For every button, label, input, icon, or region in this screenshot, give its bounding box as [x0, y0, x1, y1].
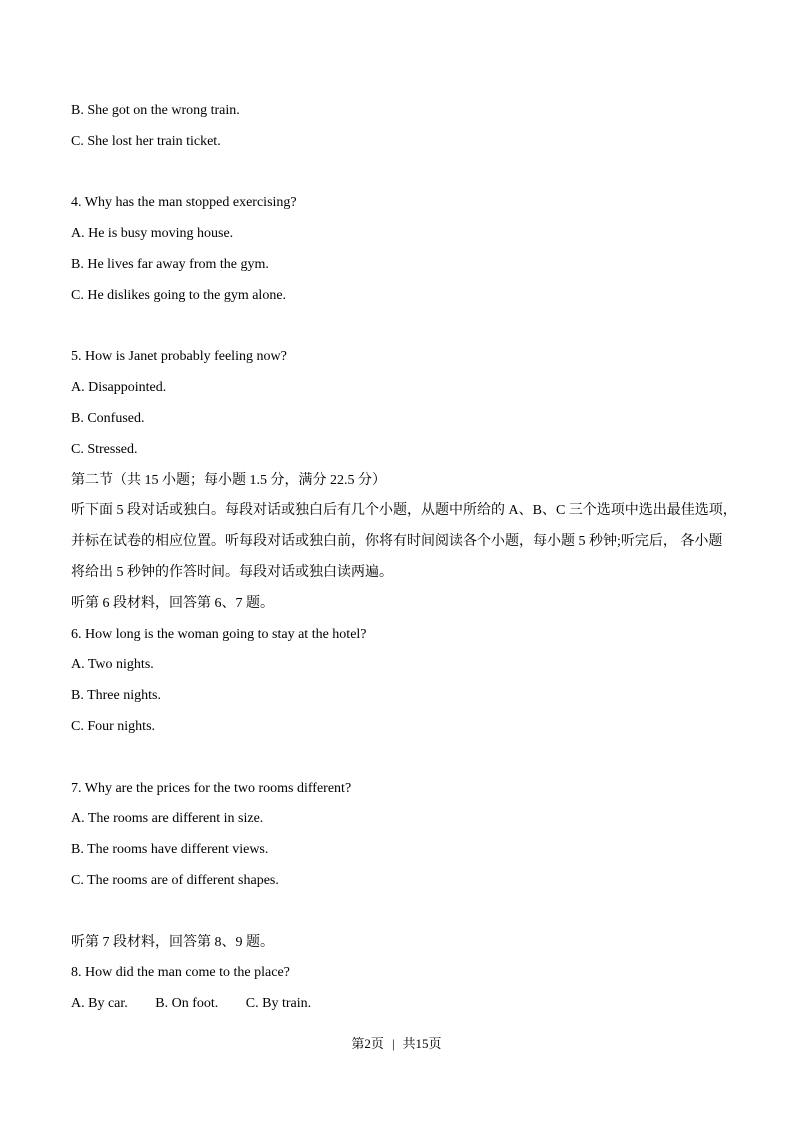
footer-separator: |: [391, 1036, 395, 1051]
q7-option-a: A. The rooms are different in size.: [71, 811, 264, 827]
q4-option-a: A. He is busy moving house.: [71, 226, 234, 242]
spacer: [71, 158, 724, 189]
q7-option-c: C. The rooms are of different shapes.: [71, 872, 279, 888]
spacer: [71, 743, 724, 774]
q8-option-c: C. By train.: [245, 996, 312, 1012]
q5-option-a: A. Disappointed.: [71, 380, 167, 396]
q5-stem: 5. How is Janet probably feeling now?: [71, 349, 287, 365]
q4-stem: 4. Why has the man stopped exercising?: [71, 195, 297, 211]
q8-option-b: B. On foot.: [155, 996, 219, 1012]
q7-stem: 7. Why are the prices for the two rooms different?: [71, 780, 352, 796]
instructions-line-3: 将给出 5 秒钟的作答时间。每段对话或独白读两遍。: [71, 564, 393, 580]
spacer: [71, 312, 724, 343]
q7-option-b: B. The rooms have different views.: [71, 842, 269, 858]
q3-option-c: C. She lost her train ticket.: [71, 133, 221, 149]
q8-option-a: A. By car.: [71, 996, 128, 1012]
q6-option-c: C. Four nights.: [71, 718, 156, 734]
section-2-heading: 第二节（共 15 小题；每小题 1.5 分，满分 22.5 分）: [71, 472, 386, 488]
q6-option-a: A. Two nights.: [71, 657, 154, 673]
q3-option-b: B. She got on the wrong train.: [71, 103, 240, 118]
page-footer: [0, 1034, 793, 1054]
instructions-line-1: 听下面 5 段对话或独白。每段对话或独白后有几个小题，从题中所给的 A、B、C 三个选项中选出最佳选项，: [71, 503, 737, 519]
audio-7-prompt: 听第 7 段材料，回答第 8、9 题。: [71, 934, 274, 950]
instructions-line-2: 并标在试卷的相应位置。听每段对话或独白前，你将有时间阅读各个小题，每小题 5 秒钟;听完后， 各小题: [71, 534, 723, 550]
q6-stem: 6. How long is the woman going to stay at the hotel?: [71, 626, 367, 642]
q8-options-row: [71, 989, 724, 1020]
q4-option-c: C. He dislikes going to the gym alone.: [71, 287, 287, 303]
exam-content: [71, 96, 737, 1020]
q5-option-b: B. Confused.: [71, 410, 145, 426]
q6-option-b: B. Three nights.: [71, 688, 161, 704]
total-pages: 共15页: [402, 1036, 442, 1051]
audio-6-prompt: 听第 6 段材料，回答第 6、7 题。: [71, 595, 274, 611]
q8-stem: 8. How did the man come to the place?: [71, 965, 290, 981]
q5-option-c: C. Stressed.: [71, 441, 138, 457]
spacer: [71, 897, 724, 928]
q4-option-b: B. He lives far away from the gym.: [71, 256, 269, 272]
page-number: 第2页: [351, 1036, 384, 1051]
